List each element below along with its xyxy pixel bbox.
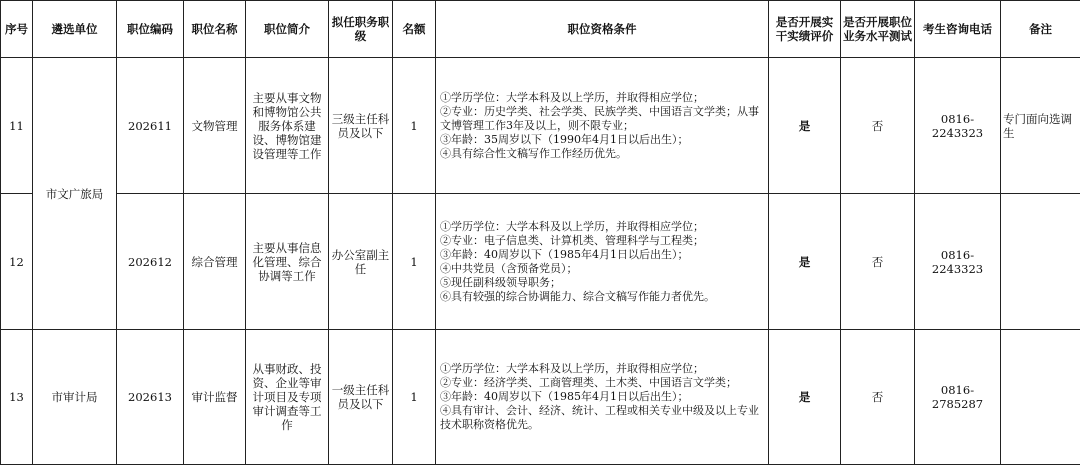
cell-test: 否	[841, 194, 915, 330]
requirement-line: ①学历学位：大学本科及以上学历，并取得相应学位；	[440, 90, 704, 104]
header-name: 职位名称	[184, 1, 246, 58]
requirement-line: ①学历学位：大学本科及以上学历，并取得相应学位；	[440, 362, 704, 375]
cell-unit: 市审计局	[33, 330, 117, 465]
cell-name: 文物管理	[184, 58, 246, 194]
requirement-line: ③年龄：40周岁以下（1985年4月1日以后出生）；	[440, 390, 689, 403]
cell-phone: 0816-2243323	[915, 58, 1001, 194]
cell-phone: 0816-2785287	[915, 330, 1001, 465]
header-level: 拟任职务职级	[329, 1, 393, 58]
cell-level: 三级主任科员及以下	[329, 58, 393, 194]
cell-requirements	[436, 58, 769, 194]
requirement-line: ③年龄：40周岁以下（1985年4月1日以后出生）；	[440, 247, 689, 261]
table-row	[1, 194, 1080, 330]
cell-requirements	[436, 330, 769, 465]
cell-code: 202612	[117, 194, 184, 330]
cell-intro: 主要从事文物和博物馆公共服务体系建设、博物馆建设管理等工作	[246, 58, 329, 194]
cell-intro: 从事财政、投资、企业等审计项目及专项审计调查等工作	[246, 330, 329, 465]
cell-level: 一级主任科员及以下	[329, 330, 393, 465]
requirement-line: ④具有综合性文稿写作工作经历优先。	[440, 146, 627, 160]
requirement-line: ②专业：电子信息类、计算机类、管理科学与工程类；	[440, 233, 704, 247]
cell-seq: 12	[1, 194, 33, 330]
cell-remark: 专门面向选调生	[1001, 58, 1080, 194]
cell-quota: 1	[393, 58, 436, 194]
cell-requirements	[436, 194, 769, 330]
header-unit: 遴选单位	[33, 1, 117, 58]
cell-evaluation: 是	[769, 58, 841, 194]
header-code: 职位编码	[117, 1, 184, 58]
table-row	[1, 58, 1080, 194]
cell-quota: 1	[393, 330, 436, 465]
header-phone: 考生咨询电话	[915, 1, 1001, 58]
table-row	[1, 330, 1080, 465]
cell-seq: 11	[1, 58, 33, 194]
requirement-line: ②专业：历史学类、社会学类、民族学类、中国语言文学类；从事文博管理工作3年及以上，则不限专业；	[440, 104, 759, 132]
cell-level: 办公室副主任	[329, 194, 393, 330]
header-requirements: 职位资格条件	[436, 1, 769, 58]
header-intro: 职位简介	[246, 1, 329, 58]
cell-seq: 13	[1, 330, 33, 465]
cell-phone: 0816-2243323	[915, 194, 1001, 330]
cell-name: 综合管理	[184, 194, 246, 330]
requirement-line: ④中共党员（含预备党员）；	[440, 261, 578, 275]
header-row	[1, 1, 1080, 58]
cell-remark	[1001, 194, 1080, 330]
cell-remark	[1001, 330, 1080, 465]
header-test: 是否开展职位业务水平测试	[841, 1, 915, 58]
cell-evaluation: 是	[769, 330, 841, 465]
header-seq: 序号	[1, 1, 33, 58]
cell-intro: 主要从事信息化管理、综合协调等工作	[246, 194, 329, 330]
cell-name: 审计监督	[184, 330, 246, 465]
requirement-line: ①学历学位：大学本科及以上学历，并取得相应学位；	[440, 219, 704, 233]
requirement-line: ③年龄：35周岁以下（1990年4月1日以后出生）；	[440, 132, 689, 146]
cell-code: 202613	[117, 330, 184, 465]
requirement-line: ⑤现任副科级领导职务；	[440, 275, 561, 289]
cell-evaluation: 是	[769, 194, 841, 330]
requirement-line: ⑥具有较强的综合协调能力、综合文稿写作能力者优先。	[440, 289, 715, 303]
cell-test: 否	[841, 330, 915, 465]
header-quota: 名额	[393, 1, 436, 58]
cell-quota: 1	[393, 194, 436, 330]
header-evaluation: 是否开展实干实绩评价	[769, 1, 841, 58]
cell-test: 否	[841, 58, 915, 194]
header-remark: 备注	[1001, 1, 1080, 58]
requirement-line: ②专业：经济学类、工商管理类、土木类、中国语言文学类；	[440, 376, 737, 389]
cell-code: 202611	[117, 58, 184, 194]
cell-unit: 市文广旅局	[33, 58, 117, 330]
requirement-line: ④具有审计、会计、经济、统计、工程或相关专业中级及以上专业技术职称资格优先。	[440, 404, 759, 431]
